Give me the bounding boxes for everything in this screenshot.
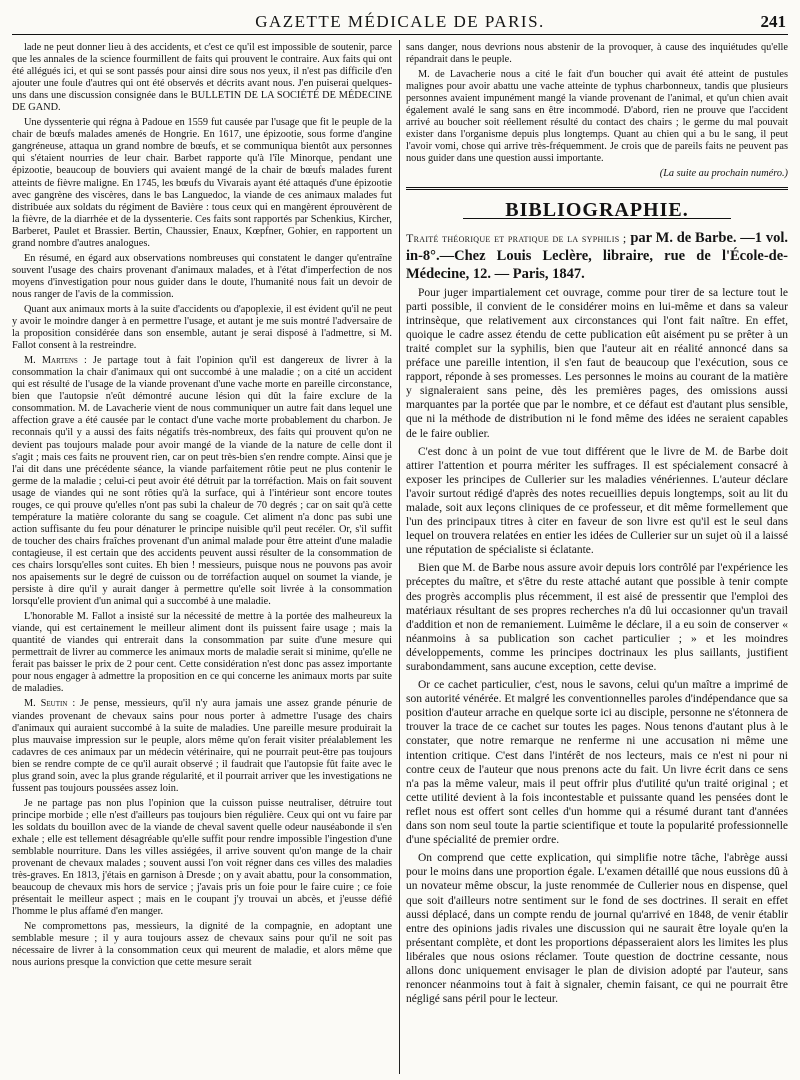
paragraph — [406, 286, 788, 441]
paragraph-text: L'honorable M. Fallot a insisté sur la nécessité de mettre à la portée des malheureux la viande, qui est certainement le meilleur aliment dont ils puissent faire usage ; mais la quantité de viandes qui entrerait dans la consommation par suite d'une mesure qui permettrait de livrer au commerce les animaux morts de maladie serait si minime, qu'elle ne ferait pas baisser le prix de 2 pour cent. Cette considération n'est donc pas assez importante pour nous engager à admettre la proposition en ce qui concerne les animaux morts par suite de maladies. — [12, 611, 392, 695]
journal-title: GAZETTE MÉDICALE DE PARIS. — [255, 12, 545, 31]
paragraph — [12, 304, 392, 352]
paragraph-text: Je pense, messieurs, qu'il n'y aura jamais une assez grande pénurie de viandes provenant de chevaux sains pour nous porter à admettre l'usage des chairs d'animaux qui auraient succombé à la suite de maladies. Une pareille mesure produirait la plus mauvaise impression sur le peuple, alors même qu'on ferait visiter préalablement les cadavres de ces animaux par un médecin vétérinaire, qui ne pourrait peut-être pas toujours bien se rendre compte de ce qu'il aurait observé ; il faudrait que l'autopsie fût faite avec le plus grand soin, avec la plus grande régularité, et il pourrait arriver que les investigations ne fussent pas toujours poussées assez loin. — [12, 698, 392, 794]
right-column-continuation — [406, 42, 788, 165]
continued-note: (La suite au prochain numéro.) — [659, 168, 788, 180]
review-body — [406, 286, 788, 1007]
page-number: 241 — [760, 12, 786, 31]
paragraph — [12, 42, 392, 114]
paragraph-text: sans danger, nous devrions nous abstenir de la provoquer, à cause des inquiétudes qu'elle répandrait dans le peuple. — [406, 42, 788, 66]
paragraph-text: On comprend que cette explication, qui simplifie notre tâche, l'abrège aussi pour le moins dans une proportion égale. L'examen détaillé que nous eussions dû à un novateur même obscur, la juste renommée de Cullerier nous en dispense, quel que soit d'ailleurs notre sentiment sur le fond de ses doctrines. Il serait en effet aussi déplacé, dans un compte rendu de journal qu'arrivé en 1848, de venir établir entre des opinions jadis rivales une discussion qui ne saurait être loyale qu'en la présentant complète, et dont les proportions dépasseraient alors les limites les plus libérales que nous osions réclamer. Toute question de doctrine cessante, nous allons donc uniquement envisager le plan de division adopté par l'auteur, sans renoncer néanmoins tout à fait à signaler, chemin faisant, ce qui ne pourrait être négligé sans péril pour le lecteur. — [406, 852, 788, 1006]
paragraph-text: Bien que M. de Barbe nous assure avoir depuis lors contrôlé par l'expérience les préceptes du maître, et s'être du reste attaché autant que possible à tenir compte des progrès accomplis plus récemment, il est aisé de pressentir que l'emploi des matériaux résultant de ses propres recherches n'a dû lui occasionner qu'un travail d'addition et non de remaniement. Luimême le déclare, il a eu soin de conserver « néanmoins à sa publication son cachet particulier ; » et les moindres développements, comme les principes doctrinaux les plus saillants, justifient surabondamment, sans aucune exception, cette devise. — [406, 562, 788, 673]
paragraph — [406, 851, 788, 1006]
paragraph — [12, 253, 392, 301]
section-separator — [406, 187, 788, 190]
book-publication-details: par M. de Barbe. —1 vol. in-8°.—Chez Louis Leclère, libraire, rue de l'École-de-Médecine, 12. — Paris, 1847. — [406, 229, 788, 282]
paragraph — [12, 921, 392, 969]
paragraph-text: En résumé, en égard aux observations nombreuses qui constatent le danger qu'entraîne souvent l'usage des chairs provenant d'animaux malades, et à l'état d'imperfection de nos moyens d'investigation pour nous guider dans le doute, l'humanité nous fait un devoir de nous ranger de l'avis de la commission. — [12, 252, 392, 300]
page-header — [12, 10, 788, 35]
paragraph-text: M. de Lavacherie nous a cité le fait d'un boucher qui avait été atteint de pustules malignes pour avoir abattu une vache atteinte de typhus charbonneux, tandis que plusieurs personnes avaient impunément mangé la viande provenant de l'animal, et qu'un chien avait également avalé le sang sans en être incommodé. D'abord, rien ne prouve que l'accident arrivé au boucher soit réellement résulté du contact des chairs ; le germe du mal pouvait exister dans l'organisme depuis plus longtemps. Quant au chien qui a bu le sang, il peut l'avoir vomi, chose qui arrive très-fréquemment. Je crois que de pareils faits ne peuvent pas nous guider dans une question aussi importante. — [406, 69, 788, 165]
paragraph — [406, 42, 788, 66]
paragraph — [406, 445, 788, 558]
section-title: BIBLIOGRAPHIE. — [505, 198, 689, 221]
book-reference — [406, 229, 788, 283]
book-title: Traité théorique et pratique de la syphilis ; — [406, 230, 627, 245]
paragraph — [12, 355, 392, 608]
paragraph-text: lade ne peut donner lieu à des accidents, et c'est ce qu'il est impossible de soutenir, parce que les annales de la science fourmillent de faits qui prouvent le contraire. Aux faits qui ont été allégués ici, et qui se sont passés pour ainsi dire sous nos yeux, il n'est pas difficile d'en ajouter une foule d'autres qui ont été observés et décrits avant nous. J'en puiserai quelques-uns dans une discussion consignée dans le BULLETIN DE LA SOCIÉTÉ DE MÉDECINE DE GAND. — [12, 42, 392, 114]
paragraph-text: Ne compromettons pas, messieurs, la dignité de la compagnie, en adoptant une semblable mesure ; il y aura toujours assez de chevaux sains pour qu'il ne soit pas nécessaire de livrer à la consommation ceux qui meurent de maladie, et alors même que nous aurions presque la conviction que cette mesure serait — [12, 921, 392, 969]
paragraph-text: Une dyssenterie qui régna à Padoue en 1559 fut causée par l'usage que fit le peuple de la chair de bœufs malades amenés de Hongrie. En 1617, une épizootie, sous forme d'angine gangréneuse, attaqua un grand nombre de bœufs, et se communiqua bientôt aux personnes qui s'étaient nourries de leur chair. Barbet rapporte qu'à l'île Minorque, pendant une épizootie, beaucoup de bouviers qui avaient mangé de la chair de bœufs malades furent atteints de fièvre maligne. En 1745, les bœufs du Vivarais ayant été attaqués d'une épizootie avec gangrène des viscères, dans le bas Languedoc, la viande de ces animaux malades fut distribuée aux soldats du régiment de Bavière : tous ceux qui en mangèrent éprouvèrent de la fièvre, de la diarrhée et de la dyssenterie. Ces faits sont rapportés par Schenkius, Kircher, Barberet, Paulet et Brassier. Bertin, Chaussier, Enaux, Kœpfner, Gohier, en rapportent un grand nombre d'autres analogues. — [12, 117, 392, 249]
column-divider — [399, 40, 400, 1074]
paragraph-text: Or ce cachet particulier, c'est, nous le savons, celui qu'un maître a imprimé de son autorité vénérée. Et malgré les conventionnelles paroles d'indépendance que sa position d'auteur arrache en quelque sorte ici au disciple, personne ne s'étonnera de trouver la trace de ce cachet sur toutes les pages. Nous tenons d'autant plus à le constater, que notre remarque ne renferme ni une accusation ni même une intention critique. C'est dans l'intérêt de nos lecteurs, mais ce n'est ni pour ni contre ceux de l'auteur que nous prenons acte du fait. Un livre écrit dans ce sens n'a pas la même valeur, mais il peut offrir plus d'utilité qu'un traité original ; et cette utilité devient à la fois incontestable et puissante quand les pensées dont le reflet nous est offert sont celles d'un homme qui a résumé durant tant d'années dans son nom seul toute la partie scientifique et toute la popularité professionnelle d'une spécialité de premier ordre. — [406, 679, 788, 847]
paragraph — [406, 561, 788, 674]
paragraph-text: Pour juger impartialement cet ouvrage, comme pour tirer de sa lecture tout le parti possible, il convient de le considérer moins en lui-même et dans sa valeur intrinsèque, que relativement aux circonstances qui l'ont fait naître. En effet, quoique le cadre assez étendu de cette publication eût aisément pu se prêter à un traité complet sur la syphilis, bien que l'auteur ait en réalité annoncé dans sa préface une pareille intention, il s'en faut de beaucoup que l'exécution, sous ce rapport, réponde à ses promesses. Les personnes le moins au courant de la matière y signaleraient sans peine, dès les premières pages, des omissions aussi marquantes par la portée que par le nombre, et ce défaut est d'autant plus sensible, que ni la méthode de distribution ni le fond même des idées ne seraient capables de le faire oublier. — [406, 286, 788, 440]
paragraph — [12, 698, 392, 794]
right-column — [406, 42, 788, 1074]
left-column — [12, 42, 392, 1074]
paragraph-text: C'est donc à un point de vue tout différent que le livre de M. de Barbe doit attirer l'attention et pourra mériter les suffrages. Il est spécialement consacré à exposer les principes de Cullerier sur les maladies vénériennes. L'auteur déclare l'avoir surtout rédigé d'après des notes recueillies depuis longtemps, soit au lit du malade, soit aux leçons cliniques de ce professeur, et dit même formellement que l'un des principaux titres à citer en faveur de son livre est qu'il est le seul dans lequel on trouvera relatées en entier les idées de Cullerier sur un sujet où il a laissé une réputation de spécialiste si éclatante. — [406, 445, 788, 557]
paragraph-text: Quant aux animaux morts à la suite d'accidents ou d'apoplexie, il est évident qu'il ne peut y avoir le moindre danger à en permettre l'usage, et autant je me suis montré l'adversaire de la proposition considérée dans son ensemble, autant je serai disposé à l'admettre, si M. Fallot consent à la restreindre. — [12, 303, 392, 352]
paragraph — [406, 678, 788, 847]
paragraph — [406, 69, 788, 165]
paragraph — [12, 798, 392, 918]
paragraph-text: Je ne partage pas non plus l'opinion que la cuisson puisse neutraliser, détruire tout principe morbide ; elle n'est d'ailleurs pas toujours bien régulière. Ceux qui ont vu faire par les soldats du bouillon avec de la viande de cheval savent quelle odeur nauséabonde il s'en exhale ; elle est tellement désagréable qu'elle suffit pour rendre impossible l'ingestion d'une semblable nourriture. Dans les villes assiégées, il arrive souvent qu'on mange de la chair provenant de chevaux malades ; souvent aussi l'on voit régner dans ces villes des maladies très-graves. En 1813, j'étais en garnison à Dresde ; on y avait abattu, pour la consommation, beaucoup de chevaux mis hors de service ; j'avais pris un foie pour le faire cuire ; ce foie présentait le meilleur aspect ; mais en le coupant j'y trouvai un abcès, et j'eusse défié l'homme le plus affamé d'en manger. — [12, 797, 392, 918]
paragraph — [12, 611, 392, 695]
paragraph — [12, 117, 392, 250]
speaker-name: M. Seutin : — [24, 698, 76, 710]
speaker-name: M. Martens : — [24, 355, 87, 367]
paragraph-text: Je partage tout à fait l'opinion qu'il est dangereux de livrer à la consommation la chair d'animaux qui ont succombé à une maladie ; on a cité un accident qui est résulté de l'usage de la viande provenant d'une vache morte en pareille circonstance, bien que l'autopsie n'eût démontré aucune lésion qui dût la faire exclure de la consommation. M. de Lavacherie vient de nous communiquer un autre fait dans lequel une affection grave a été causée par le contact d'une vache morte probablement du charbon. Je reconnais qu'il y a aussi des faits négatifs très-nombreux, des faits qui prouvent qu'on ne devient pas toujours malade pour avoir mangé de la viande de la nature de celle dont il s'agit ; mais ces faits ne prouvent rien, car on peut très-bien s'en rendre compte. Ainsi que je l'ai dit dans une précédente séance, la viande parfaitement rôtie peut ne plus contenir le germe de la maladie ; celui-ci peut avoir été détruit par la torréfaction. Mais on fait souvent usage de viandes qui ne sont rôties qu'à la surface, qui à l'intérieur sont encore toutes rouges, ce qui prouve qu'elles n'ont pas subi la chaleur de 70 degrés ; car on sait qu'à cette température la matière colorante du sang se coagule. Cet aliment n'a donc pas subi une action suffisante du feu pour dénaturer le principe nuisible qu'il peut recéler. Or, s'il suffit de toucher des chairs fraîches provenant d'un animal malade pour être atteint d'une maladie contagieuse, il est certain que des accidents peuvent aussi résulter de la consommation de ces chairs lorsqu'elles sont cuites. Eh bien ! messieurs, puisque nous ne pouvons pas avoir nos apaisements sur le degré de cuisson ou de torréfaction auquel on soumet la viande, je persiste à dire qu'il y aurait danger à permettre qu'elle soit livrée à la consommation lorsqu'elle provient d'un animal qui a succombé à une maladie. — [12, 355, 392, 608]
